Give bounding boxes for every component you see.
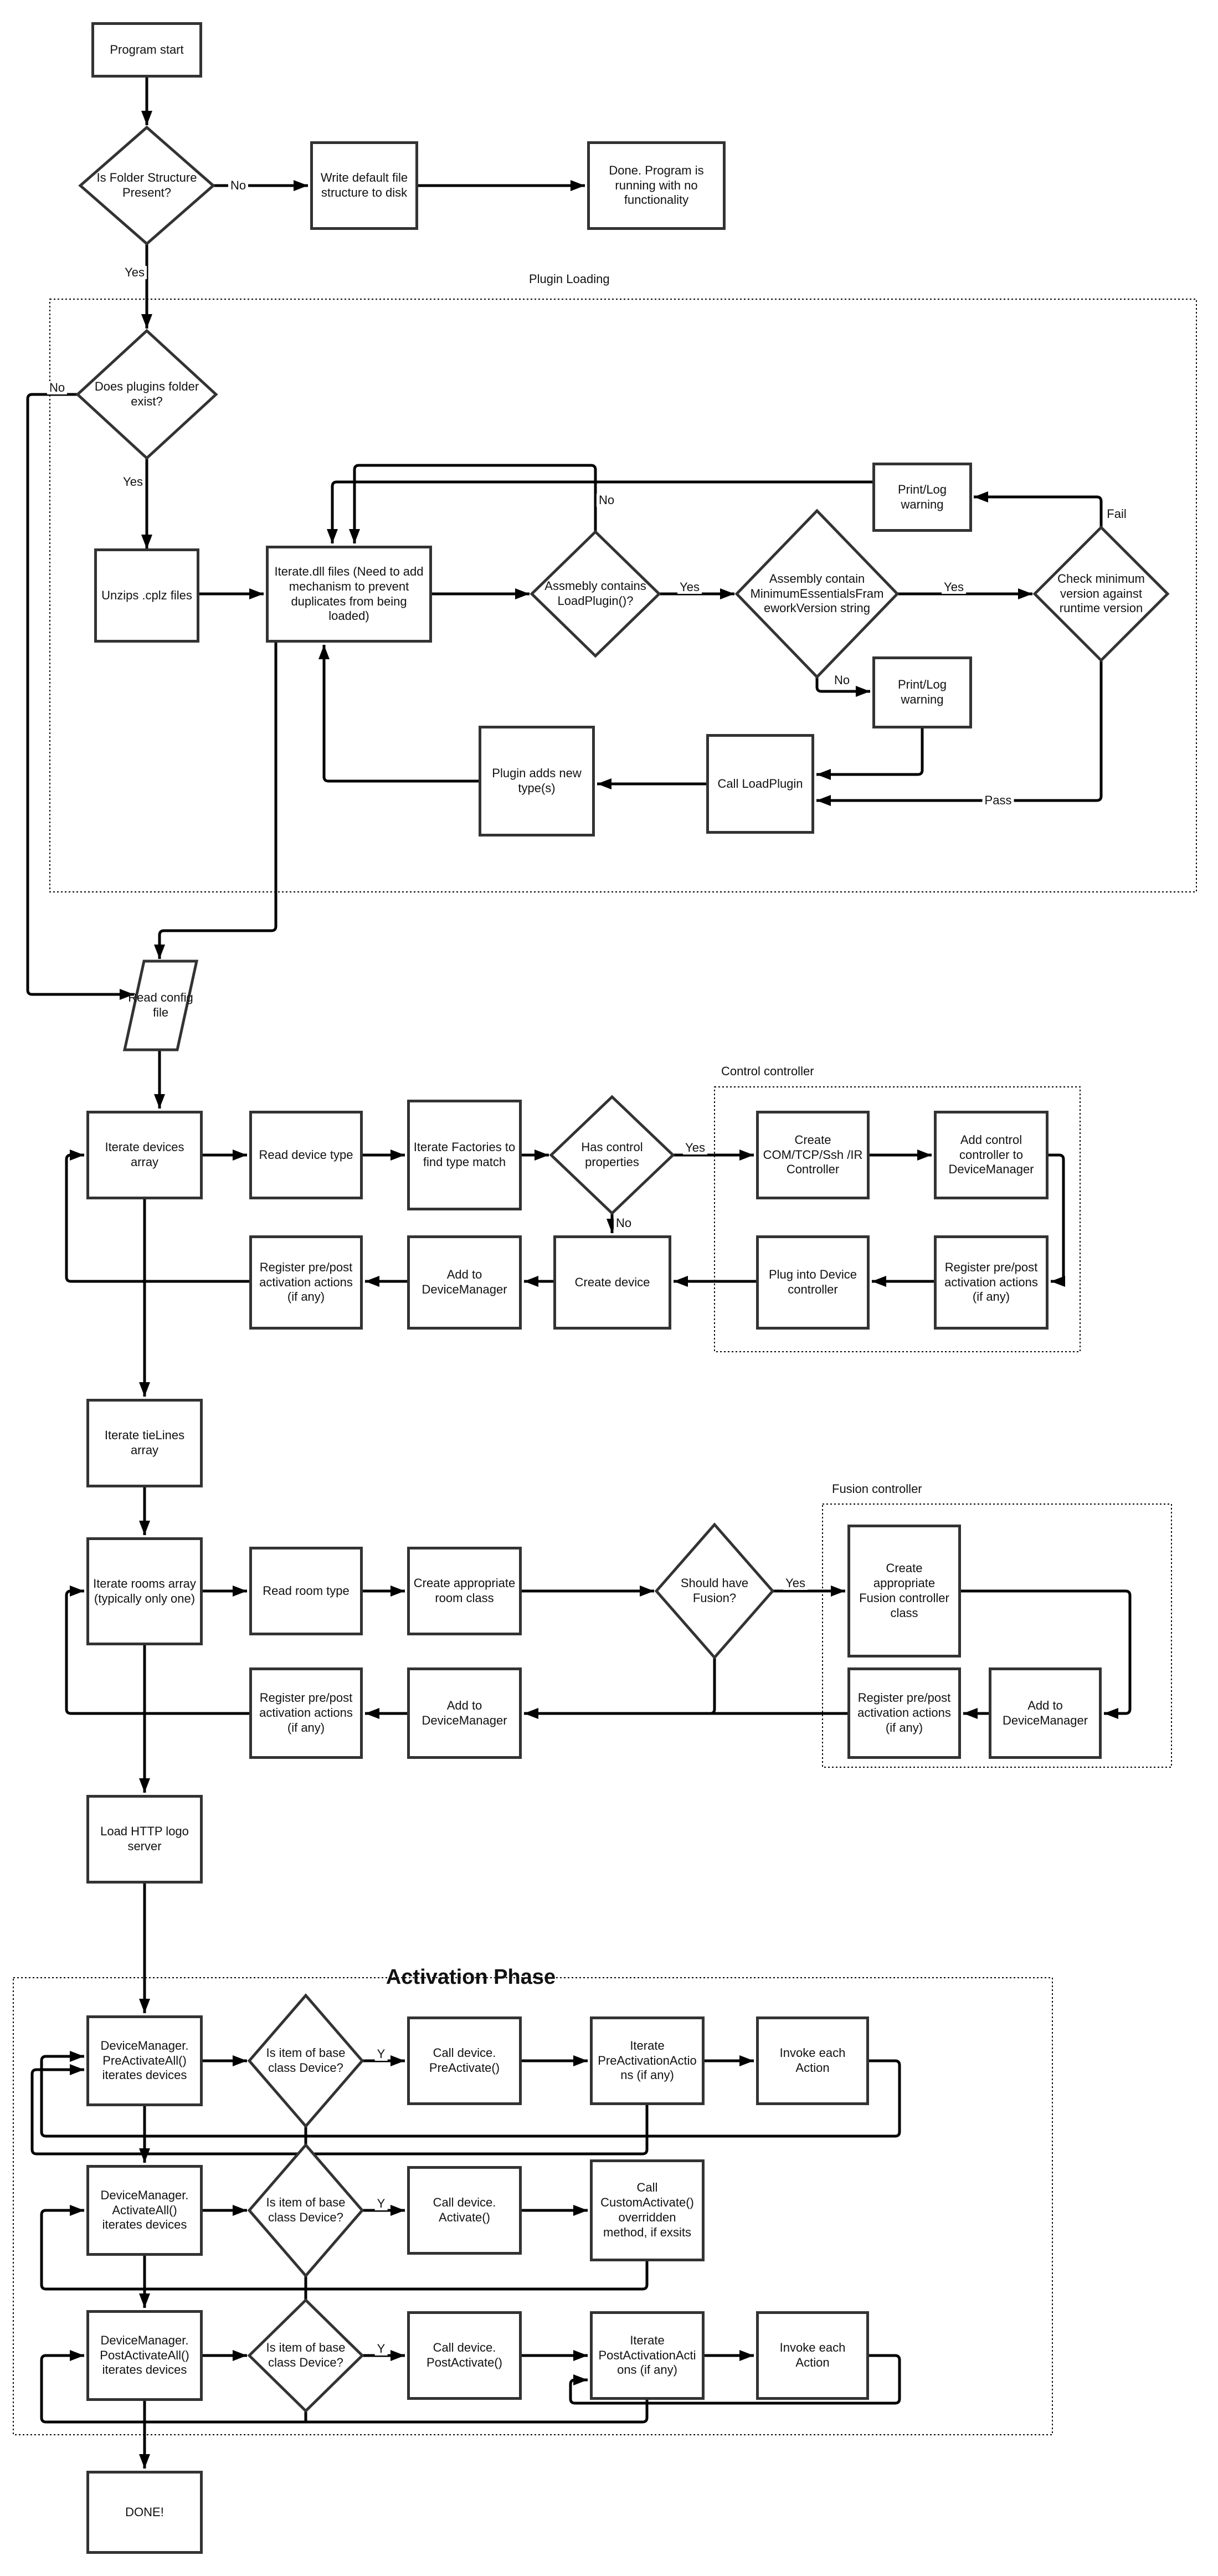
node-program-start: Program start (91, 22, 202, 78)
node-read-device-type: Read device type (249, 1111, 363, 1199)
node-register-prepost-room: Register pre/post activation actions (if any) (249, 1667, 363, 1759)
node-register-prepost-device: Register pre/post activation actions (if any) (249, 1235, 363, 1330)
node-done: DONE! (86, 2471, 203, 2554)
region-title-fusion-controller: Fusion controller (832, 1482, 922, 1496)
edge-label-fusion-yes: Yes (783, 1577, 808, 1590)
node-iterate-devices-array: Iterate devices array (86, 1111, 203, 1199)
decision-is-folder-structure: Is Folder Structure Present? (96, 171, 197, 199)
decision-is-base-device-1: Is item of base class Device? (266, 2046, 346, 2075)
region-title-plugin-loading: Plugin Loading (529, 272, 610, 286)
edge-label-plugins-yes: Yes (121, 475, 145, 489)
edge-label-control-no: No (614, 1217, 634, 1230)
edge-label-plugins-no: No (47, 381, 67, 394)
node-add-to-devicemanager-device: Add to DeviceManager (407, 1235, 522, 1330)
node-dm-preactivateall: DeviceManager. PreActivateAll() iterates devices (86, 2015, 203, 2106)
node-invoke-each-action-2: Invoke each Action (756, 2311, 869, 2400)
decision-assembly-loadplugin: Assmebly contains LoadPlugin()? (544, 579, 646, 608)
edge-label-base2-y: Y (375, 2197, 388, 2210)
edge-label-folder-no: No (228, 179, 248, 192)
edge-label-version-fail: Fail (1104, 507, 1128, 521)
node-unzips-cplz: Unzips .cplz files (94, 548, 199, 643)
node-call-device-postactivate: Call device. PostActivate() (407, 2311, 522, 2400)
node-call-customactivate: Call CustomActivate() overridden method, if exsits (590, 2159, 705, 2261)
edge-label-control-yes: Yes (683, 1141, 707, 1154)
node-iterate-tielines-array: Iterate tieLines array (86, 1399, 203, 1487)
node-load-http-logo-server: Load HTTP logo server (86, 1795, 203, 1884)
decision-has-control: Has control properties (581, 1140, 643, 1169)
node-add-to-devicemanager-fusion: Add to DeviceManager (989, 1667, 1102, 1759)
node-create-device: Create device (553, 1235, 671, 1330)
node-iterate-dll: Iterate.dll files (Need to add mechanism to prevent duplicates from being loaded) (266, 546, 432, 643)
io-read-config-file: Read config file (128, 991, 193, 1019)
node-dm-postactivateall: DeviceManager. PostActivateAll() iterates devices (86, 2310, 203, 2401)
node-create-com-tcp-ssh-ir: Create COM/TCP/Ssh /IR Controller (756, 1111, 870, 1199)
decision-is-base-device-3: Is item of base class Device? (266, 2341, 346, 2369)
node-call-device-preactivate: Call device. PreActivate() (407, 2016, 522, 2105)
decision-is-base-device-2: Is item of base class Device? (266, 2195, 346, 2224)
node-plugin-adds-new-types: Plugin adds new type(s) (479, 726, 595, 837)
decision-should-have-fusion: Should have Fusion? (680, 1576, 749, 1605)
node-call-device-activate: Call device. Activate() (407, 2166, 522, 2255)
edge-label-folder-yes: Yes (122, 266, 147, 279)
node-create-room-class: Create appropriate room class (407, 1547, 522, 1635)
node-iterate-postactivationactions: Iterate PostActivationActions (if any) (590, 2311, 705, 2400)
decision-does-plugins-folder: Does plugins folder exist? (94, 379, 199, 408)
node-plug-into-device-controller: Plug into Device controller (756, 1235, 870, 1330)
node-iterate-factories: Iterate Factories to find type match (407, 1100, 522, 1210)
node-done-no-functionality: Done. Program is running with no functionality (587, 141, 726, 230)
node-print-log-warning-top: Print/Log warning (872, 463, 972, 532)
edge-label-framework-no: No (832, 674, 852, 687)
node-iterate-rooms-array: Iterate rooms array (typically only one) (86, 1537, 203, 1645)
edge-label-base3-y: Y (375, 2342, 388, 2356)
edge-label-loadplugin-no: No (597, 494, 616, 507)
edge-label-base1-y: Y (375, 2048, 388, 2061)
decision-assembly-version: Assembly contain MinimumEssentialsFrameworkVersion string (750, 571, 884, 615)
node-print-log-warning-bottom: Print/Log warning (872, 656, 972, 728)
node-register-prepost-fusion: Register pre/post activation actions (if any) (847, 1667, 961, 1759)
edge-label-loadplugin-yes: Yes (677, 581, 702, 594)
node-call-loadplugin: Call LoadPlugin (706, 734, 814, 834)
node-read-room-type: Read room type (249, 1547, 363, 1635)
edge-label-framework-yes: Yes (942, 581, 966, 594)
node-write-default: Write default file structure to disk (310, 141, 418, 230)
region-title-control-controller: Control controller (721, 1064, 814, 1078)
node-add-control-controller: Add control controller to DeviceManager (934, 1111, 1049, 1199)
node-register-prepost-control: Register pre/post activation actions (if any) (934, 1235, 1049, 1330)
edge-label-version-pass: Pass (983, 794, 1014, 807)
node-invoke-each-action-1: Invoke each Action (756, 2016, 869, 2105)
decision-check-version: Check minimum version against runtime version (1057, 571, 1145, 615)
node-iterate-preactivationactions: Iterate PreActivationActions (if any) (590, 2016, 705, 2105)
node-create-fusion-controller: Create appropriate Fusion controller class (847, 1525, 961, 1658)
region-title-activation-phase: Activation Phase (386, 1966, 556, 1989)
node-add-to-devicemanager-room: Add to DeviceManager (407, 1667, 522, 1759)
node-dm-activateall: DeviceManager. ActivateAll() iterates devices (86, 2165, 203, 2256)
